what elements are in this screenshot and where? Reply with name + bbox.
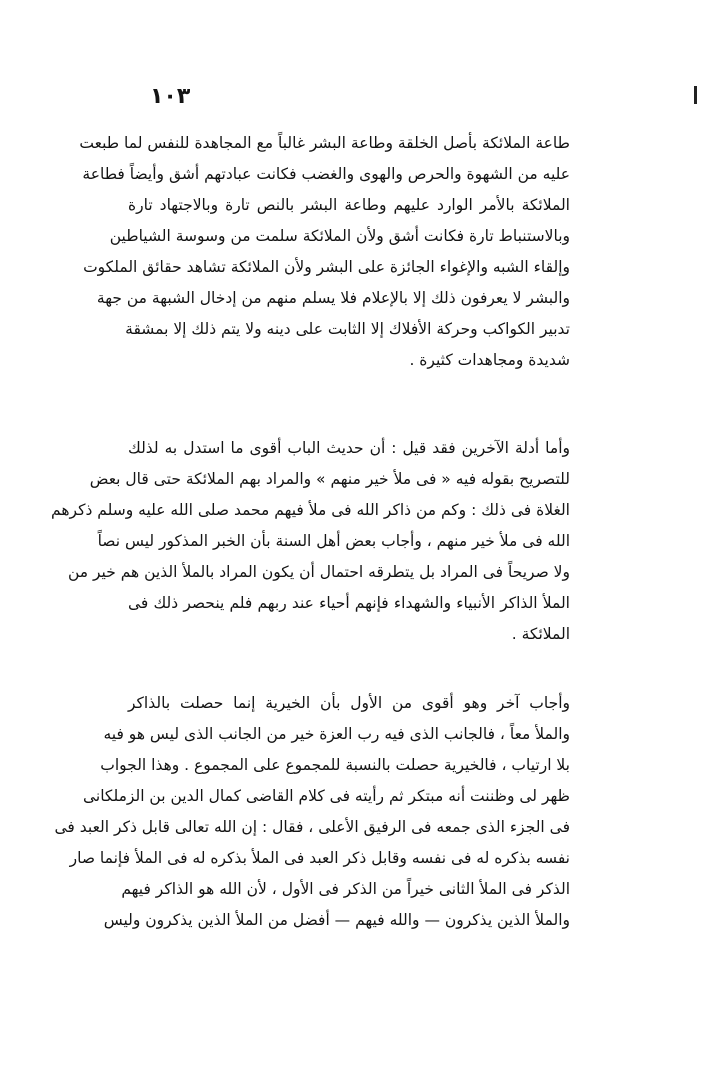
text-line: والملأ الذين يذكرون — والله فيهم — أفضل من الملأ الذين يذكرون وليس	[103, 911, 570, 929]
text-line: وأجاب آخر وهو أقوى من الأول بأن الخيرية إنما حصلت بالذاكر	[128, 694, 570, 712]
paragraph-3	[54, 688, 570, 936]
text-line: فى الجزء الذى جمعه فى الرفيق الأعلى ، فقال : إن الله تعالى قابل ذكر العبد فى	[54, 818, 570, 836]
text-line: بلا ارتياب ، فالخيرية حصلت بالنسبة للمجموع على المجموع . وهذا الجواب	[100, 756, 570, 774]
text-line: الله فى ملأ خير منهم ، وأجاب بعض أهل السنة بأن الخبر المذكور ليس نصاً	[97, 532, 570, 550]
text-line: للتصريح بقوله فيه « فى ملأ خير منهم » والمراد بهم الملائكة حتى قال بعض	[89, 470, 570, 488]
text-line: تدبير الكواكب وحركة الأفلاك إلا الثابت على دينه ولا يتم ذلك إلا بمشقة	[125, 320, 570, 338]
text-line: والبشر لا يعرفون ذلك إلا بالإعلام فلا يسلم منهم من إدخال الشبهة من جهة	[96, 289, 570, 307]
text-line: ولا صريحاً فى المراد بل يتطرقه احتمال أن يكون المراد بالملأ الذين هم خير من	[67, 563, 570, 581]
paragraph-1	[79, 128, 570, 376]
text-line: وإلقاء الشبه والإغواء الجائزة على البشر ولأن الملائكة تشاهد حقائق الملكوت	[83, 258, 570, 276]
text-line: والملأ معاً ، فالجانب الذى فيه رب العزة خير من الجانب الذى ليس هو فيه	[103, 725, 570, 743]
text-line: وبالاستنباط تارة فكانت أشق ولأن الملائكة سلمت من وسوسة الشياطين	[109, 227, 570, 245]
text-line: الملأ الذاكر الأنبياء والشهداء فإنهم أحياء عند ربهم فلم ينحصر ذلك فى	[128, 594, 570, 612]
page-edge-mark	[694, 86, 697, 104]
page-number: ١٠٣	[150, 84, 191, 109]
text-line: نفسه بذكره له فى نفسه وقابل ذكر العبد فى الملأ بذكره له فى الملأ فإنما صار	[69, 849, 570, 867]
text-line: الملائكة بالأمر الوارد عليهم وطاعة البشر بالنص تارة وبالاجتهاد تارة	[128, 196, 570, 214]
text-line: شديدة ومجاهدات كثيرة .	[409, 351, 570, 369]
text-line: الذكر فى الملأ الثانى خيراً من الذكر فى الأول ، لأن الله هو الذاكر فيهم	[121, 880, 570, 898]
text-line: الملائكة .	[511, 625, 570, 643]
text-line: عليه من الشهوة والحرص والهوى والغضب فكانت عبادتهم أشق وأيضاً فطاعة	[82, 165, 570, 183]
text-line: وأما أدلة الآخرين فقد قيل : أن حديث الباب أقوى ما استدل به لذلك	[128, 439, 570, 457]
text-line: ظهر لى وظننت أنه مبتكر ثم رأيته فى كلام القاضى كمال الدين بن الزملكانى	[82, 787, 570, 805]
text-line: الغلاة فى ذلك : وكم من ذاكر الله فى ملأ فيهم محمد صلى الله عليه وسلم ذكرهم	[51, 501, 570, 519]
text-line: طاعة الملائكة بأصل الخلقة وطاعة البشر غالباً مع المجاهدة للنفس لما طبعت	[79, 134, 570, 152]
paragraph-2	[51, 433, 570, 650]
